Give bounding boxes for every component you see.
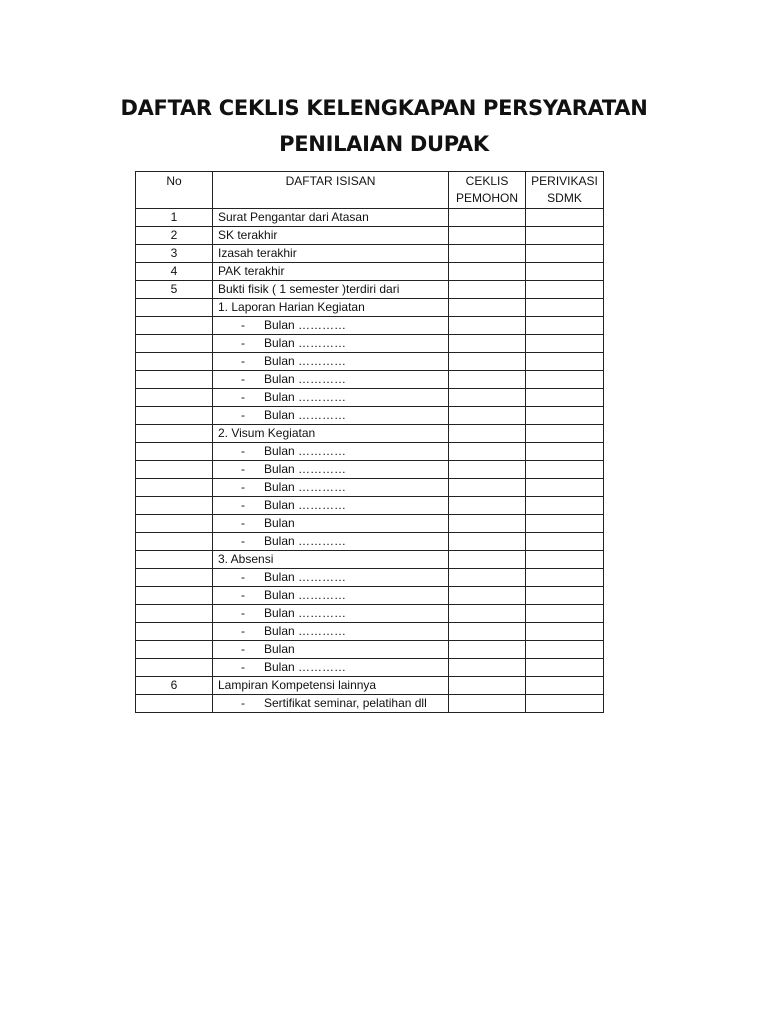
sub-item-marker: - bbox=[241, 480, 245, 494]
row-number bbox=[136, 299, 213, 317]
row-item bbox=[213, 695, 449, 713]
row-number: 2 bbox=[136, 227, 213, 245]
row-number bbox=[136, 389, 213, 407]
sub-item-label: Bulan ………… bbox=[264, 444, 347, 458]
ceklis-cell bbox=[449, 245, 526, 263]
header-verif: PERIVIKASI SDMK bbox=[526, 172, 604, 209]
row-item: 3. Absensi bbox=[213, 551, 449, 569]
table-row bbox=[136, 515, 604, 533]
row-number bbox=[136, 569, 213, 587]
table-row bbox=[136, 605, 604, 623]
row-number: 5 bbox=[136, 281, 213, 299]
row-number bbox=[136, 533, 213, 551]
sub-item-marker: - bbox=[241, 372, 245, 386]
sub-item-marker: - bbox=[241, 624, 245, 638]
ceklis-cell bbox=[449, 209, 526, 227]
ceklis-cell bbox=[449, 299, 526, 317]
verif-cell bbox=[526, 461, 604, 479]
ceklis-cell bbox=[449, 461, 526, 479]
table-row bbox=[136, 551, 604, 569]
row-number bbox=[136, 497, 213, 515]
ceklis-cell bbox=[449, 371, 526, 389]
ceklis-cell bbox=[449, 227, 526, 245]
row-number: 6 bbox=[136, 677, 213, 695]
verif-cell bbox=[526, 389, 604, 407]
verif-cell bbox=[526, 497, 604, 515]
row-item bbox=[213, 479, 449, 497]
row-item: SK terakhir bbox=[213, 227, 449, 245]
table-row bbox=[136, 317, 604, 335]
row-number bbox=[136, 407, 213, 425]
verif-cell bbox=[526, 515, 604, 533]
sub-item-label: Bulan ………… bbox=[264, 570, 347, 584]
row-item bbox=[213, 317, 449, 335]
sub-item-label: Bulan ………… bbox=[264, 390, 347, 404]
verif-cell bbox=[526, 299, 604, 317]
sub-item-marker: - bbox=[241, 498, 245, 512]
ceklis-cell bbox=[449, 515, 526, 533]
row-item bbox=[213, 461, 449, 479]
verif-cell bbox=[526, 569, 604, 587]
verif-cell bbox=[526, 479, 604, 497]
row-item: 1. Laporan Harian Kegiatan bbox=[213, 299, 449, 317]
verif-cell bbox=[526, 623, 604, 641]
row-item bbox=[213, 659, 449, 677]
verif-cell bbox=[526, 551, 604, 569]
table-row bbox=[136, 227, 604, 245]
verif-cell bbox=[526, 587, 604, 605]
row-number bbox=[136, 623, 213, 641]
ceklis-cell bbox=[449, 695, 526, 713]
table-body bbox=[136, 209, 604, 713]
sub-item-label: Bulan ………… bbox=[264, 318, 347, 332]
sub-item-label: Bulan ………… bbox=[264, 408, 347, 422]
row-number bbox=[136, 605, 213, 623]
table-header-row bbox=[136, 172, 604, 209]
sub-item-label: Bulan ………… bbox=[264, 480, 347, 494]
ceklis-cell bbox=[449, 551, 526, 569]
ceklis-cell bbox=[449, 281, 526, 299]
sub-item-marker: - bbox=[241, 516, 245, 530]
verif-cell bbox=[526, 281, 604, 299]
row-item bbox=[213, 569, 449, 587]
table-row bbox=[136, 425, 604, 443]
row-item bbox=[213, 389, 449, 407]
sub-item-marker: - bbox=[241, 336, 245, 350]
row-number bbox=[136, 443, 213, 461]
row-number bbox=[136, 587, 213, 605]
sub-item-marker: - bbox=[241, 696, 245, 710]
ceklis-cell bbox=[449, 641, 526, 659]
row-item bbox=[213, 497, 449, 515]
header-no: No bbox=[136, 172, 213, 209]
table-row bbox=[136, 209, 604, 227]
row-item bbox=[213, 515, 449, 533]
verif-cell bbox=[526, 371, 604, 389]
table-row bbox=[136, 335, 604, 353]
sub-item-marker: - bbox=[241, 318, 245, 332]
sub-item-marker: - bbox=[241, 444, 245, 458]
verif-cell bbox=[526, 695, 604, 713]
verif-cell bbox=[526, 407, 604, 425]
sub-item-marker: - bbox=[241, 390, 245, 404]
ceklis-cell bbox=[449, 263, 526, 281]
ceklis-cell bbox=[449, 569, 526, 587]
table-row bbox=[136, 479, 604, 497]
table-row bbox=[136, 569, 604, 587]
verif-cell bbox=[526, 533, 604, 551]
ceklis-cell bbox=[449, 479, 526, 497]
row-number bbox=[136, 371, 213, 389]
sub-item-label: Bulan ………… bbox=[264, 534, 347, 548]
ceklis-cell bbox=[449, 407, 526, 425]
checklist-table bbox=[135, 171, 604, 713]
sub-item-label: Bulan ………… bbox=[264, 336, 347, 350]
verif-cell bbox=[526, 605, 604, 623]
sub-item-label: Bulan ………… bbox=[264, 462, 347, 476]
table-row bbox=[136, 497, 604, 515]
sub-item-label: Bulan bbox=[264, 642, 295, 656]
row-number bbox=[136, 353, 213, 371]
sub-item-marker: - bbox=[241, 588, 245, 602]
sub-item-label: Bulan bbox=[264, 516, 295, 530]
row-item: 2. Visum Kegiatan bbox=[213, 425, 449, 443]
verif-cell bbox=[526, 209, 604, 227]
row-number bbox=[136, 335, 213, 353]
sub-item-label: Bulan ………… bbox=[264, 624, 347, 638]
row-item bbox=[213, 605, 449, 623]
ceklis-cell bbox=[449, 443, 526, 461]
table-row bbox=[136, 587, 604, 605]
row-item bbox=[213, 623, 449, 641]
table-row bbox=[136, 389, 604, 407]
row-number bbox=[136, 515, 213, 533]
row-number: 1 bbox=[136, 209, 213, 227]
sub-item-label: Bulan ………… bbox=[264, 498, 347, 512]
ceklis-cell bbox=[449, 425, 526, 443]
verif-cell bbox=[526, 425, 604, 443]
verif-cell bbox=[526, 263, 604, 281]
verif-cell bbox=[526, 443, 604, 461]
row-item bbox=[213, 587, 449, 605]
table-row bbox=[136, 695, 604, 713]
table-row bbox=[136, 245, 604, 263]
table-row bbox=[136, 281, 604, 299]
verif-cell bbox=[526, 227, 604, 245]
sub-item-label: Bulan ………… bbox=[264, 660, 347, 674]
row-item: Surat Pengantar dari Atasan bbox=[213, 209, 449, 227]
table-row bbox=[136, 623, 604, 641]
row-item: Bukti fisik ( 1 semester )terdiri dari bbox=[213, 281, 449, 299]
row-item bbox=[213, 407, 449, 425]
ceklis-cell bbox=[449, 659, 526, 677]
sub-item-label: Bulan ………… bbox=[264, 372, 347, 386]
verif-cell bbox=[526, 335, 604, 353]
verif-cell bbox=[526, 677, 604, 695]
sub-item-marker: - bbox=[241, 354, 245, 368]
table-row bbox=[136, 461, 604, 479]
row-number bbox=[136, 425, 213, 443]
table-row bbox=[136, 299, 604, 317]
table-row bbox=[136, 407, 604, 425]
table-row bbox=[136, 641, 604, 659]
verif-cell bbox=[526, 245, 604, 263]
row-number: 3 bbox=[136, 245, 213, 263]
table-row bbox=[136, 659, 604, 677]
ceklis-cell bbox=[449, 389, 526, 407]
sub-item-label: Bulan ………… bbox=[264, 606, 347, 620]
ceklis-cell bbox=[449, 623, 526, 641]
table-row bbox=[136, 443, 604, 461]
table-row bbox=[136, 353, 604, 371]
table-row bbox=[136, 371, 604, 389]
sub-item-marker: - bbox=[241, 462, 245, 476]
header-item: DAFTAR ISISAN bbox=[213, 172, 449, 209]
verif-cell bbox=[526, 317, 604, 335]
ceklis-cell bbox=[449, 605, 526, 623]
row-item: Izasah terakhir bbox=[213, 245, 449, 263]
ceklis-cell bbox=[449, 317, 526, 335]
table-row bbox=[136, 263, 604, 281]
ceklis-cell bbox=[449, 353, 526, 371]
row-item bbox=[213, 533, 449, 551]
ceklis-cell bbox=[449, 587, 526, 605]
sub-item-marker: - bbox=[241, 408, 245, 422]
sub-item-marker: - bbox=[241, 570, 245, 584]
sub-item-label: Bulan ………… bbox=[264, 354, 347, 368]
row-item bbox=[213, 443, 449, 461]
table-row bbox=[136, 533, 604, 551]
row-number bbox=[136, 641, 213, 659]
row-number bbox=[136, 317, 213, 335]
row-number bbox=[136, 479, 213, 497]
ceklis-cell bbox=[449, 335, 526, 353]
sub-item-marker: - bbox=[241, 534, 245, 548]
ceklis-cell bbox=[449, 533, 526, 551]
sub-item-marker: - bbox=[241, 660, 245, 674]
row-number bbox=[136, 695, 213, 713]
row-item bbox=[213, 641, 449, 659]
row-item bbox=[213, 353, 449, 371]
document-title: DAFTAR CEKLIS KELENGKAPAN PERSYARATAN PENILAIAN DUPAK bbox=[120, 96, 648, 156]
row-item bbox=[213, 371, 449, 389]
row-number bbox=[136, 659, 213, 677]
sub-item-label: Bulan ………… bbox=[264, 588, 347, 602]
table-row bbox=[136, 677, 604, 695]
row-item: PAK terakhir bbox=[213, 263, 449, 281]
header-ceklis: CEKLIS PEMOHON bbox=[449, 172, 526, 209]
sub-item-marker: - bbox=[241, 642, 245, 656]
verif-cell bbox=[526, 659, 604, 677]
row-number: 4 bbox=[136, 263, 213, 281]
row-number bbox=[136, 461, 213, 479]
row-item bbox=[213, 335, 449, 353]
ceklis-cell bbox=[449, 677, 526, 695]
row-number bbox=[136, 551, 213, 569]
sub-item-marker: - bbox=[241, 606, 245, 620]
verif-cell bbox=[526, 353, 604, 371]
row-item: Lampiran Kompetensi lainnya bbox=[213, 677, 449, 695]
ceklis-cell bbox=[449, 497, 526, 515]
verif-cell bbox=[526, 641, 604, 659]
sub-item-label: Sertifikat seminar, pelatihan dll bbox=[264, 696, 427, 710]
